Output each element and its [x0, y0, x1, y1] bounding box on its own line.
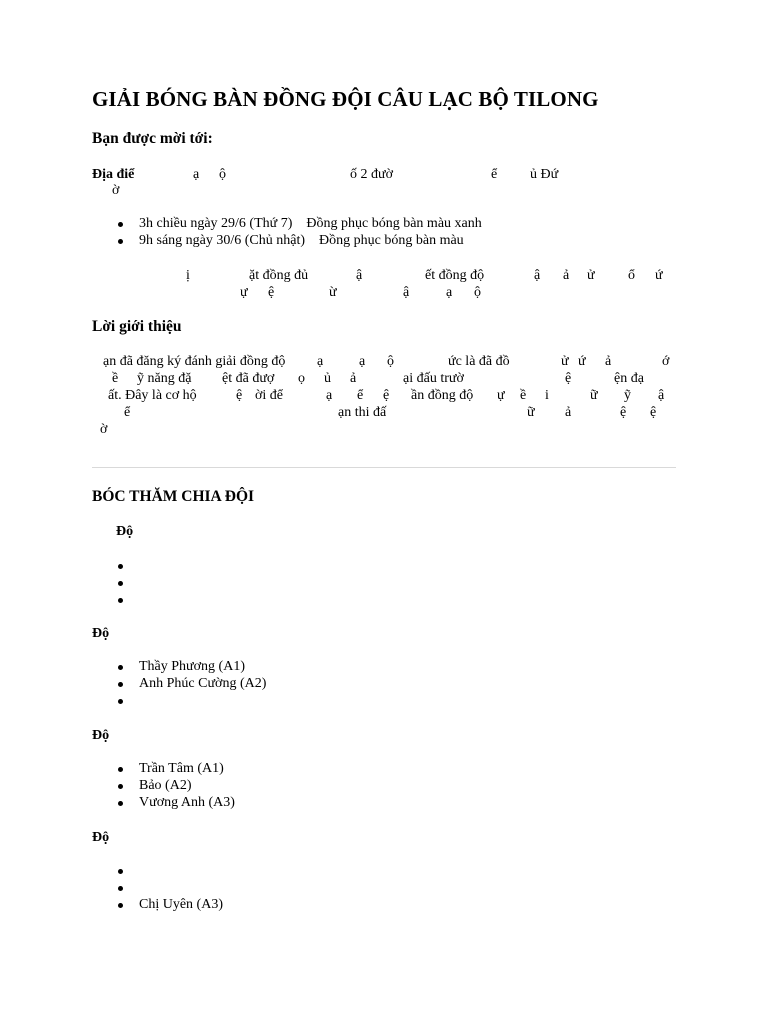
intro-fragment: ự — [497, 388, 505, 403]
intro-fragment: ể — [357, 388, 364, 403]
bullet — [118, 784, 123, 789]
bullet — [118, 581, 123, 586]
team-member: Anh Phúc Cường (A2) — [139, 676, 267, 691]
team-label: Độ — [92, 626, 110, 641]
intro-fragment: ạ — [326, 388, 333, 403]
intro-fragment: ỹ — [624, 388, 631, 403]
section-divider — [92, 467, 676, 468]
note-fragment: ừ — [329, 285, 337, 300]
intro-fragment: ệ — [383, 388, 390, 403]
intro-fragment: ệt đã đượ — [222, 371, 275, 386]
note-fragment: ộ — [474, 285, 481, 300]
intro-fragment: ức là đã đồ — [448, 354, 510, 369]
address-fragment: ộ — [219, 167, 226, 182]
intro-fragment: ỹ năng đặ — [137, 371, 192, 386]
address-fragment: ể — [491, 167, 498, 182]
intro-fragment: ạn đã đăng ký đánh giải đồng độ — [103, 354, 286, 369]
intro-fragment: ề — [520, 388, 527, 403]
address-fragment: ố 2 đườ — [350, 167, 393, 182]
team-member: Bảo (A2) — [139, 778, 192, 793]
team-member: Thầy Phương (A1) — [139, 659, 245, 674]
address-line-2: ờ — [112, 183, 120, 198]
intro-fragment: ể — [124, 405, 131, 420]
bullet — [118, 903, 123, 908]
intro-fragment: ữ — [527, 405, 535, 420]
address-label: Địa điể — [92, 167, 135, 182]
intro-fragment: ệ — [620, 405, 627, 420]
intro-fragment: ại đấu trườ — [403, 371, 464, 386]
bullet — [118, 886, 123, 891]
bullet — [118, 869, 123, 874]
note-fragment: ết đồng độ — [425, 268, 485, 283]
intro-fragment: ạ — [317, 354, 324, 369]
draw-heading: BÓC THĂM CHIA ĐỘI — [92, 488, 255, 505]
bullet — [118, 239, 123, 244]
bullet — [118, 222, 123, 227]
intro-heading: Lời giới thiệu — [92, 318, 182, 335]
intro-fragment: ệ — [236, 388, 243, 403]
invite-heading: Bạn được mời tới: — [92, 130, 213, 147]
team-member: Vương Anh (A3) — [139, 795, 235, 810]
note-fragment: ử — [587, 268, 595, 283]
intro-fragment: ạ — [359, 354, 366, 369]
page-title: GIẢI BÓNG BÀN ĐỒNG ĐỘI CÂU LẠC BỘ TILONG — [92, 87, 599, 111]
team-label: Độ — [92, 830, 110, 845]
team-member: Chị Uyên (A3) — [139, 897, 223, 912]
intro-fragment: ạn thi đấ — [338, 405, 387, 420]
address-fragment: ạ — [193, 167, 200, 182]
intro-fragment: ử — [561, 354, 569, 369]
address-fragment: ủ Đứ — [530, 167, 559, 182]
intro-fragment: ờ — [100, 422, 108, 437]
note-fragment: ị — [186, 268, 190, 283]
team-member: Trần Tâm (A1) — [139, 761, 224, 776]
note-fragment: ậ — [356, 268, 363, 283]
intro-fragment: ậ — [658, 388, 665, 403]
team-label: Độ — [116, 524, 134, 539]
intro-fragment: ệ — [565, 371, 572, 386]
intro-fragment: ất. Đây là cơ hộ — [108, 388, 197, 403]
intro-fragment: i — [545, 388, 549, 403]
intro-fragment: ọ — [298, 371, 305, 386]
schedule-item: 9h sáng ngày 30/6 (Chủ nhật) Đồng phục bóng bàn màu — [139, 233, 464, 248]
team-label: Độ — [92, 728, 110, 743]
note-fragment: ậ — [403, 285, 410, 300]
intro-fragment: ả — [350, 371, 357, 386]
bullet — [118, 682, 123, 687]
note-fragment: ạ — [446, 285, 453, 300]
intro-fragment: ữ — [590, 388, 598, 403]
bullet — [118, 699, 123, 704]
bullet — [118, 767, 123, 772]
note-fragment: ậ — [534, 268, 541, 283]
bullet — [118, 665, 123, 670]
bullet — [118, 598, 123, 603]
intro-fragment: ề — [112, 371, 119, 386]
intro-fragment: ứ — [578, 354, 586, 369]
intro-fragment: ả — [605, 354, 612, 369]
intro-fragment: ời để — [255, 388, 284, 403]
bullet — [118, 801, 123, 806]
schedule-item: 3h chiều ngày 29/6 (Thứ 7) Đồng phục bóng bàn màu xanh — [139, 216, 482, 231]
intro-fragment: ệ — [650, 405, 657, 420]
intro-fragment: ện đạ — [614, 371, 644, 386]
intro-fragment: ộ — [387, 354, 394, 369]
note-fragment: ệ — [268, 285, 275, 300]
note-fragment: ặt đồng đủ — [249, 268, 309, 283]
intro-fragment: ả — [565, 405, 572, 420]
note-fragment: ự — [240, 285, 248, 300]
note-fragment: ả — [563, 268, 570, 283]
bullet — [118, 564, 123, 569]
intro-fragment: ủ — [324, 371, 331, 386]
note-fragment: ổ — [628, 268, 635, 283]
intro-fragment: ớ — [662, 354, 670, 369]
note-fragment: ứ — [655, 268, 663, 283]
intro-fragment: ần đồng độ — [411, 388, 474, 403]
